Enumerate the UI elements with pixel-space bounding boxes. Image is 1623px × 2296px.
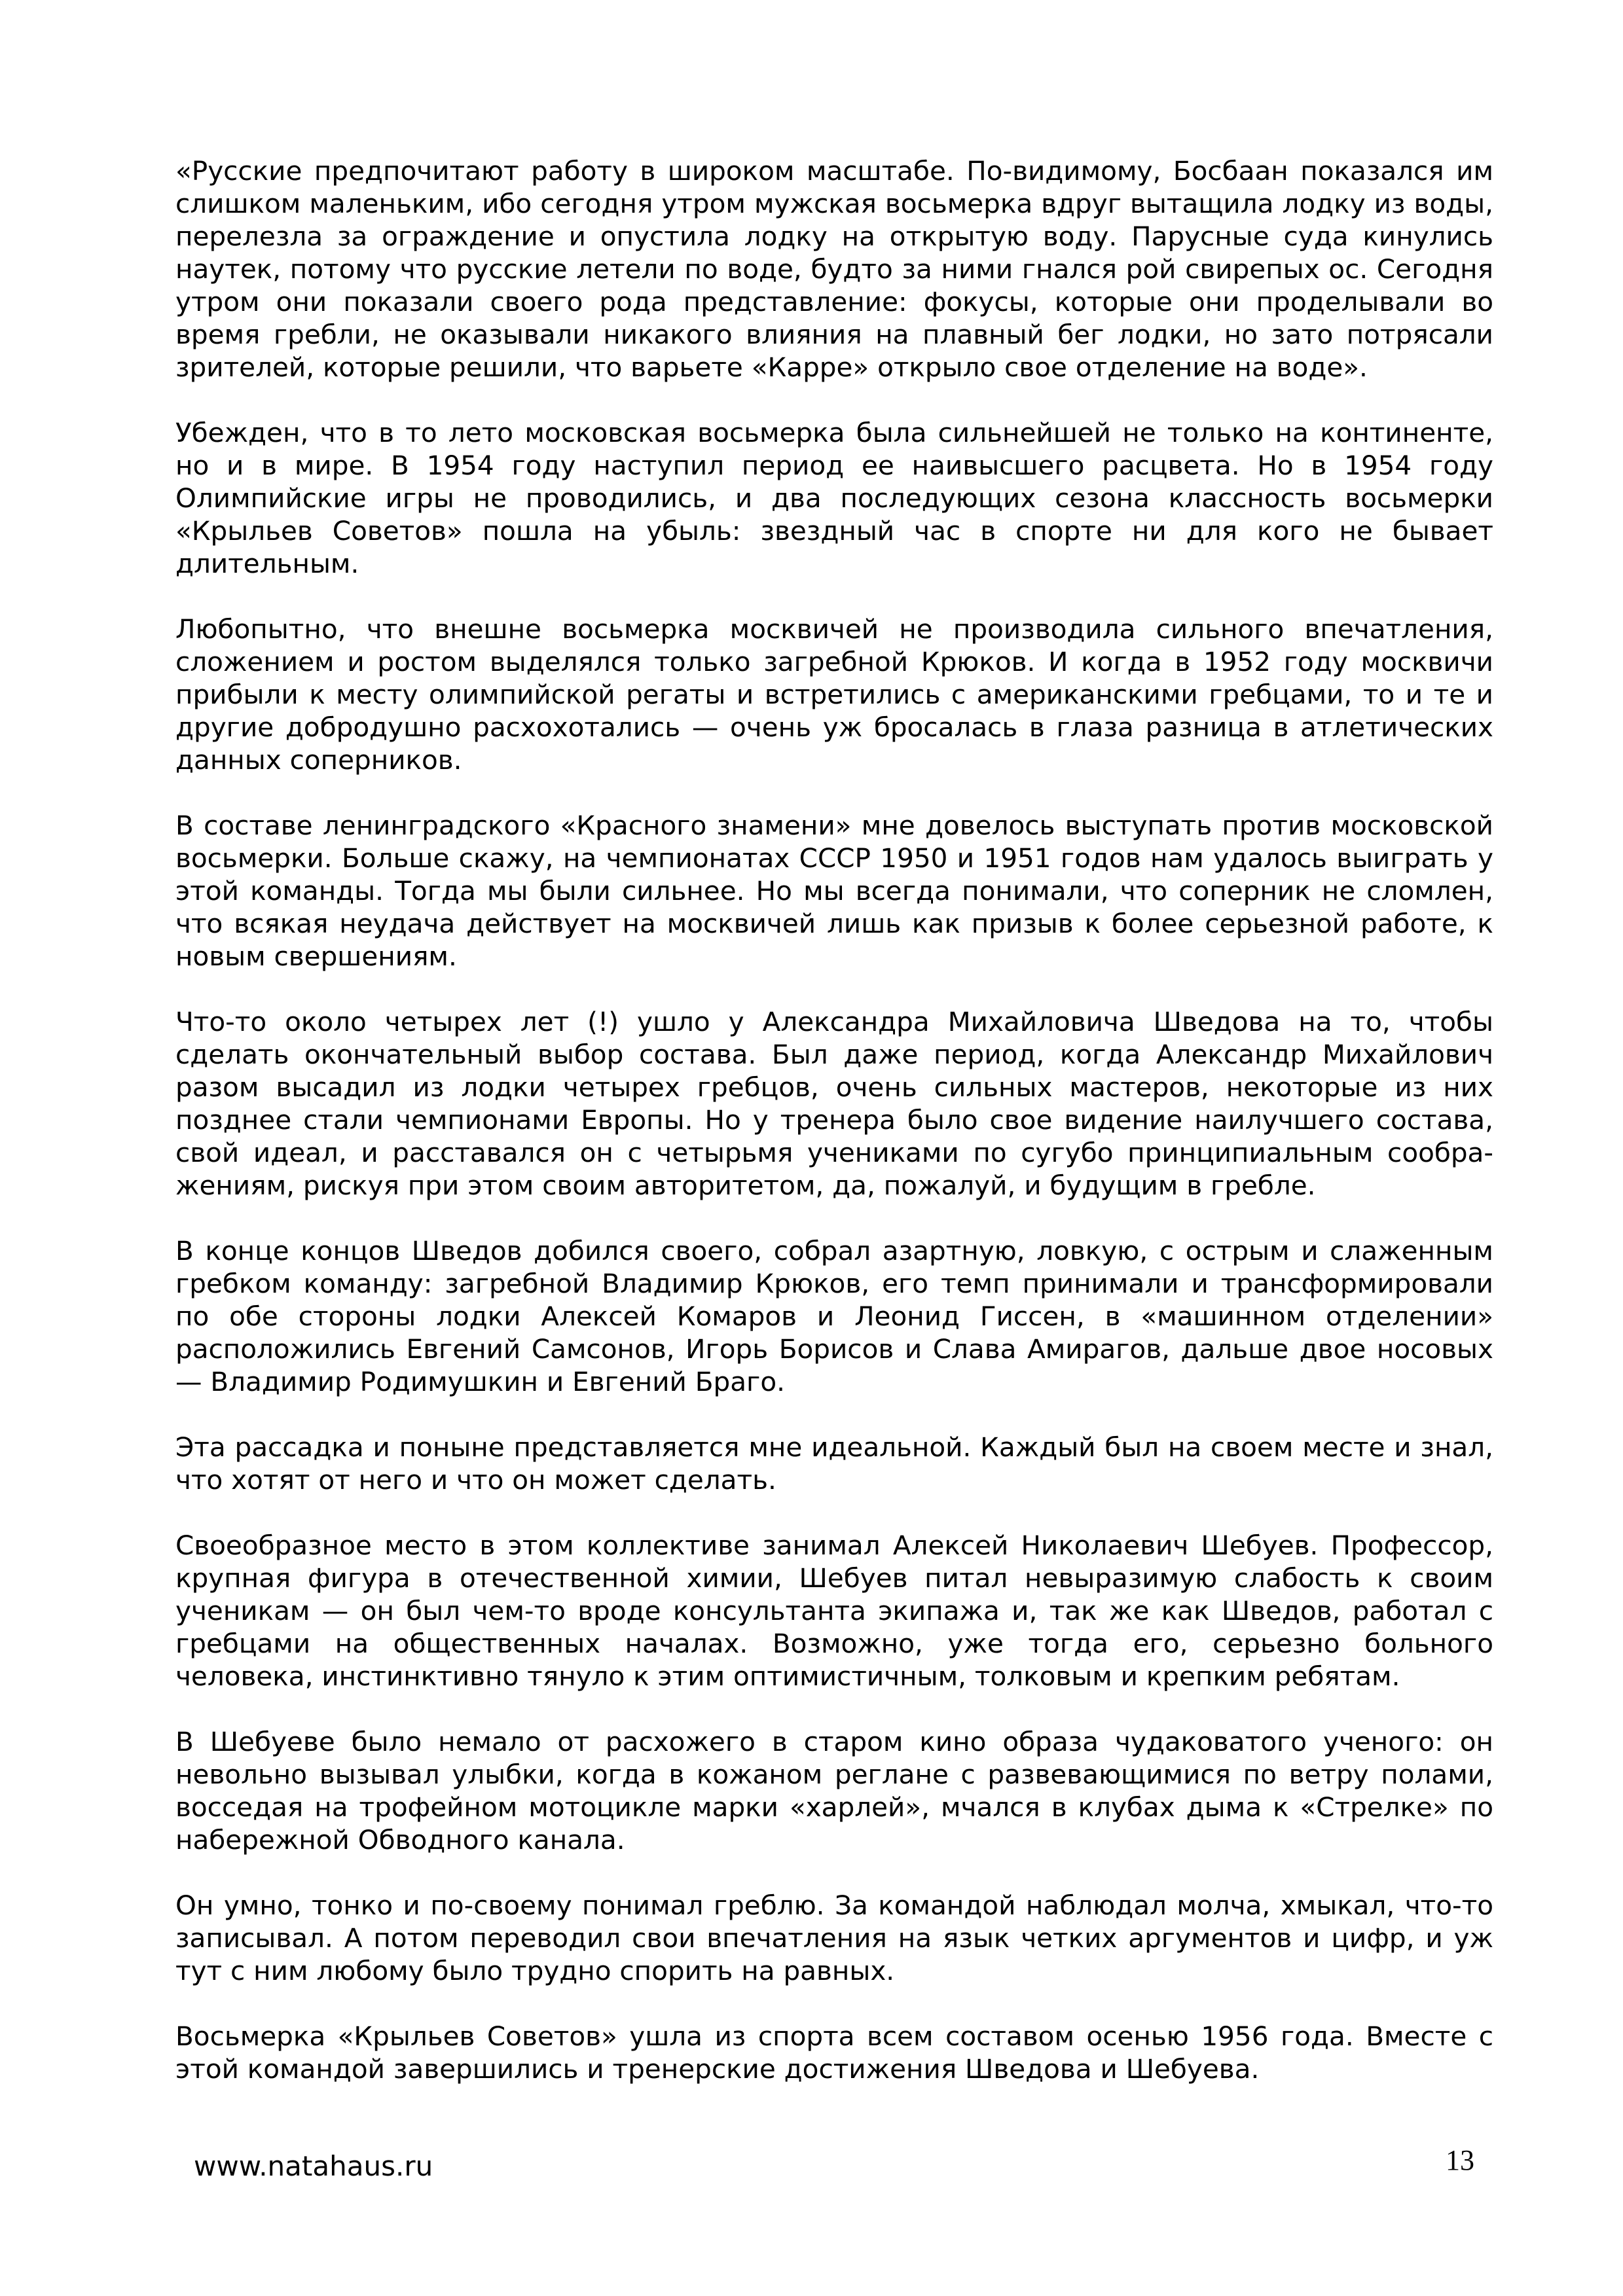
paragraph: В конце концов Шведов добился своего, собрал азартную, ловкую, с острым и слаженным гребком команду: загребной Владимир Крюков, его темп принимали и трансформировали по обе стороны лодки Алексей Комаров и Леонид Гиссен, в «машинном отделении» расположились Евгений Самсонов, Игорь Борисов и Слава Амирагов, дальше двое носовых — Владимир Родимушкин и Евгений Браго. [175,1235,1493,1397]
body-text [175,154,1493,2118]
paragraph: «Русские предпочитают работу в широком масштабе. По-видимому, Босбаан показался им слишком маленьким, ибо сегодня утром мужская восьмерка вдруг вытащила лодку из воды, перелезла за ограждение и опустила лодку на открытую воду. Парусные суда кинулись наутек, потому что русские летели по воде, будто за ними гнался рой свирепых ос. Сегодня утром они показали своего рода представление: фокусы, которые они проделывали во время гребли, не оказывали никакого влияния на плавный бег лодки, но зато потрясали зрителей, которые решили, что варьете «Карре» открыло свое отделение на воде». [175,155,1493,383]
paragraph: Своеобразное место в этом коллективе занимал Алексей Николаевич Шебуев. Профессор, крупная фигура в отечественной химии, Шебуев питал невыразимую слабость к своим ученикам — он был чем-то вроде консультанта экипажа и, так же как Шведов, работал с гребцами на общественных началах. Возможно, уже тогда его, серьезно больного человека, инстинктивно тянуло к этим оптимистичным, толковым и крепким ребятам. [175,1530,1493,1692]
paragraph: Он умно, тонко и по-своему понимал греблю. За командой наблюдал молча, хмыкал, что-то записывал. А потом переводил свои впечатления на язык четких аргументов и цифр, и уж тут с ним любому было трудно спорить на равных. [175,1890,1493,1986]
paragraph: Любопытно, что внешне восьмерка москвичей не производила сильного впечатления, сложением и ростом выделялся только загребной Крюков. И когда в 1952 году москвичи прибыли к месту олимпийской регаты и встретились с американскими гребцами, то и те и другие добродушно расхохотались — очень уж бросалась в глаза разница в атлетических данных соперников. [175,613,1493,776]
paragraph: Убежден, что в то лето московская восьмерка была сильнейшей не только на континенте, но и в мире. В 1954 году наступил период ее наивысшего расцвета. Но в 1954 году Олимпийские игры не проводились, и два последующих сезона классность восьмерки «Крыльев Советов» пошла на убыль: звездный час в спорте ни для кого не бывает длительным. [175,417,1493,579]
page-number: 13 [1446,2144,1474,2176]
paragraph: В Шебуеве было немало от расхожего в старом кино образа чудаковатого ученого: он невольно вызывал улыбки, когда в кожаном реглане с развевающимися по ветру полами, восседая на трофейном мотоцикле марки «харлей», мчался в клубах дыма к «Стрелке» по набережной Обводного канала. [175,1726,1493,1856]
paragraph: В составе ленинградского «Красного знамени» мне довелось выступать против московской восьмерки. Больше скажу, на чемпионатах СССР 1950 и 1951 годов нам удалось выиграть у этой команды. Тогда мы были сильнее. Но мы всегда понимали, что соперник не сломлен, что всякая неудача действует на москвичей лишь как призыв к более серьезной работе, к новым свершениям. [175,810,1493,972]
footer-website-url: www.natahaus.ru [194,2150,433,2182]
paragraph: Восьмерка «Крыльев Советов» ушла из спорта всем составом осенью 1956 года. Вместе с этой командой завершились и тренерские достижения Шведова и Шебуева. [175,2020,1493,2085]
paragraph: Эта рассадка и поныне представляется мне идеальной. Каждый был на своем месте и знал, что хотят от него и что он может сделать. [175,1431,1493,1496]
paragraph: Что-то около четырех лет (!) ушло у Александра Михайловича Шведова на то, чтобы сделать окончательный выбор состава. Был даже период, когда Александр Михайлович разом высадил из лодки четырех гребцов, очень сильных мастеров, некоторые из них позднее стали чемпионами Европы. Но у тренера было свое видение наилучшего состава, свой идеал, и расставался он с четырьмя учениками по сугубо принципиальным сообра-жениям, рискуя при этом своим авторитетом, да, пожалуй, и будущим в гребле. [175,1006,1493,1201]
